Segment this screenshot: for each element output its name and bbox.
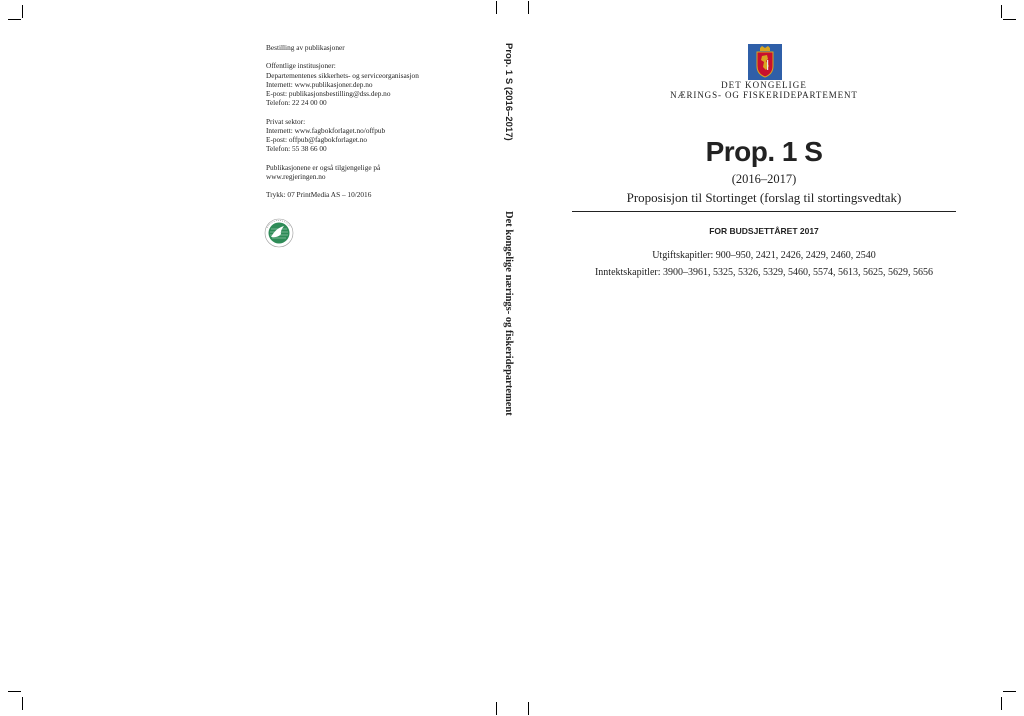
spine-department: Det kongelige nærings- og fiskeridepartement bbox=[503, 211, 514, 416]
private-internet: Internett: www.fagbokforlaget.no/offpub bbox=[266, 125, 386, 135]
crop-mark bbox=[528, 1, 529, 14]
crop-mark bbox=[528, 702, 529, 715]
private-heading: Privat sektor: bbox=[266, 116, 306, 126]
back-cover-ordering-info bbox=[266, 43, 466, 199]
availability-line: Publikasjonene er også tilgjengelige på bbox=[266, 162, 381, 172]
budget-year: FOR BUDSJETTÅRET 2017 bbox=[709, 226, 819, 236]
availability-url: www.regjeringen.no bbox=[266, 171, 326, 181]
crop-mark bbox=[1003, 691, 1016, 692]
ordering-heading: Bestilling av publikasjoner bbox=[266, 43, 345, 52]
crop-mark bbox=[1001, 5, 1002, 18]
department-name-line1: DET KONGELIGE bbox=[721, 80, 807, 90]
crop-mark bbox=[22, 697, 23, 710]
public-org: Departementenes sikkerhets- og serviceorganisasjon bbox=[266, 70, 419, 80]
session-years: (2016–2017) bbox=[731, 172, 797, 186]
print-info: Trykk: 07 PrintMedia AS – 10/2016 bbox=[266, 190, 372, 200]
department-name-line2: NÆRINGS- OG FISKERIDEPARTEMENT bbox=[670, 90, 858, 100]
crop-mark bbox=[496, 1, 497, 14]
public-phone: Telefon: 22 24 00 00 bbox=[266, 98, 327, 108]
public-email: E-post: publikasjonsbestilling@dss.dep.no bbox=[266, 89, 391, 98]
crop-mark bbox=[496, 702, 497, 715]
public-internet: Internett: www.publikasjoner.dep.no bbox=[266, 79, 373, 89]
proposition-title: Prop. 1 S bbox=[705, 136, 823, 167]
spine bbox=[503, 43, 521, 443]
income-chapters: Inntektskapitler: 3900–3961, 5325, 5326, 5329, 5460, 5574, 5613, 5625, 5629, 5656 bbox=[594, 267, 934, 278]
royal-coat-of-arms-icon bbox=[748, 44, 782, 80]
private-email: E-post: offpub@fagbokforlaget.no bbox=[266, 135, 368, 144]
title-divider bbox=[572, 211, 956, 212]
crop-mark bbox=[8, 19, 21, 20]
nordic-swan-ecolabel-icon bbox=[264, 218, 294, 248]
proposition-subtitle: Proposisjon til Stortinget (forslag til stortingsvedtak) bbox=[626, 190, 902, 205]
expenditure-chapters: Utgiftskapitler: 900–950, 2421, 2426, 2429, 2460, 2540 bbox=[652, 250, 876, 261]
crop-mark bbox=[1003, 19, 1016, 20]
crop-mark bbox=[22, 5, 23, 18]
public-heading: Offentlige institusjoner: bbox=[266, 61, 336, 71]
crop-mark bbox=[8, 691, 21, 692]
crop-mark bbox=[1001, 697, 1002, 710]
private-phone: Telefon: 55 38 66 00 bbox=[266, 144, 327, 154]
spine-title: Prop. 1 S (2016–2017) bbox=[503, 43, 514, 141]
